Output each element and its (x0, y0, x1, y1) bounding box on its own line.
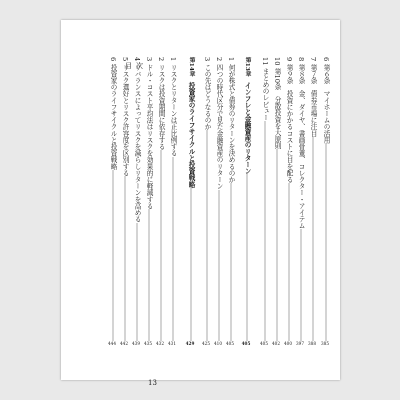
dot-leader (310, 137, 316, 341)
page-number: 13 (148, 379, 157, 387)
toc-page-number: 397 (296, 341, 304, 346)
toc-entry (321, 57, 331, 347)
toc-entry-number: 2 (157, 57, 165, 62)
toc-chapter-heading (186, 57, 196, 347)
toc-entry-title: ドル・コスト平均法はリスクを効果的に軽減する (145, 64, 153, 210)
dot-leader (228, 183, 234, 341)
toc-page-number: 400 (284, 341, 292, 346)
toc-page-number: 439 (132, 341, 140, 346)
toc-entry-number: 3 (203, 57, 211, 62)
toc-entry (202, 57, 212, 347)
toc-entry-number: 2 (215, 57, 223, 62)
toc-page-number: 442 (120, 341, 128, 346)
toc-entry-number: 5 (121, 57, 129, 62)
toc-entry-number: 10 (273, 57, 281, 66)
toc-entry (168, 57, 178, 347)
dot-leader (244, 174, 250, 341)
toc-entry (284, 57, 294, 347)
toc-entry-title: 投資家のライフサイクルと投資戦略 (109, 64, 117, 170)
dot-leader (298, 229, 304, 341)
dot-leader (188, 187, 194, 341)
toc-entry (226, 57, 236, 347)
toc-entry-number: 6 (322, 57, 330, 62)
toc-entry (132, 57, 142, 347)
dot-leader (146, 209, 152, 341)
toc-page-number: 385 (321, 341, 329, 346)
toc-entry-title: リスクは投資期間に依存する (157, 64, 165, 151)
toc-page-number: 431 (168, 341, 176, 346)
dot-leader (170, 157, 176, 341)
toc-page-number: 425 (202, 341, 210, 346)
toc-entry-number: 6 (109, 57, 117, 62)
toc-entry-title: 第６条 マイホームの活用 (322, 64, 330, 144)
toc-entry (260, 57, 270, 347)
dot-leader (262, 121, 268, 341)
toc-entry-title: 第８条 金、ダイヤ、書画骨董、コレクター・アイテム (297, 64, 305, 230)
toc-entry (296, 57, 306, 347)
dot-leader (158, 150, 164, 341)
toc-entry-number: 11 (261, 57, 269, 66)
dot-leader (110, 170, 116, 341)
toc-entry-number: 第14章 (188, 57, 194, 77)
toc-page-number: 405 (260, 341, 268, 346)
toc-entry-number: 8 (297, 57, 305, 62)
toc-entry-number: 4 (133, 57, 141, 62)
toc-entry-title: リスク選好とリスク許容度を区別する (121, 64, 129, 177)
toc-page-number: 432 (156, 341, 164, 346)
toc-entry-title: 第７条 債券市場に注目 (309, 64, 317, 137)
toc-entry-title: この先はどうなるのか (203, 64, 211, 131)
toc-entry-title: まとめのレビュー (261, 68, 269, 122)
toc-entry-number: 7 (309, 57, 317, 62)
toc-entry (272, 57, 282, 347)
dot-leader (134, 223, 140, 341)
toc-entry-number: 3 (145, 57, 153, 62)
toc-entry-title: 何が株式と債券のリターンを決めるのか (227, 64, 235, 184)
toc-page-number: 410 (214, 341, 222, 346)
toc-title: 目次 (125, 62, 147, 70)
toc-entry-title: 第10条 分散投資を大原則 (273, 68, 281, 150)
toc-entry-number: 9 (285, 57, 293, 62)
toc-page-number: 444 (108, 341, 116, 346)
toc-entry-title: リスクとリターンは正比例する (169, 64, 177, 157)
toc-entry-number: 1 (227, 57, 235, 62)
toc-entry (308, 57, 318, 347)
toc-entry (156, 57, 166, 347)
toc-entry-title: リバランスによってリスクを減らしリターンを高める (133, 64, 141, 223)
toc-entry (120, 57, 130, 347)
toc-page-number: 429 (185, 341, 195, 346)
toc-page-number: 402 (272, 341, 280, 346)
dot-leader (204, 130, 210, 341)
toc-entry (108, 57, 118, 347)
toc-entry-title: 四つの時代区分で見た金融資産のリターン (215, 64, 223, 190)
toc-entry-title: インフレと金融資産のリターン (243, 81, 251, 175)
toc-entry-number: 第13章 (244, 57, 250, 77)
toc-chapter-heading (242, 57, 252, 347)
dot-leader (274, 149, 280, 341)
toc-entry (144, 57, 154, 347)
toc-page-number: 435 (144, 341, 152, 346)
toc-entry-title: 第９条 投資にかかるコストに目を配る (285, 64, 293, 184)
toc-page-number: 405 (241, 341, 251, 346)
dot-leader (216, 190, 222, 341)
toc-page-number: 388 (308, 341, 316, 346)
toc-page-number: 405 (226, 341, 234, 346)
toc-entry-number: 1 (169, 57, 177, 62)
dot-leader (122, 176, 128, 341)
toc-entry (214, 57, 224, 347)
toc-entry-title: 投資家のライフサイクルと投資戦略 (187, 81, 195, 188)
dot-leader (323, 143, 329, 341)
dot-leader (286, 183, 292, 341)
